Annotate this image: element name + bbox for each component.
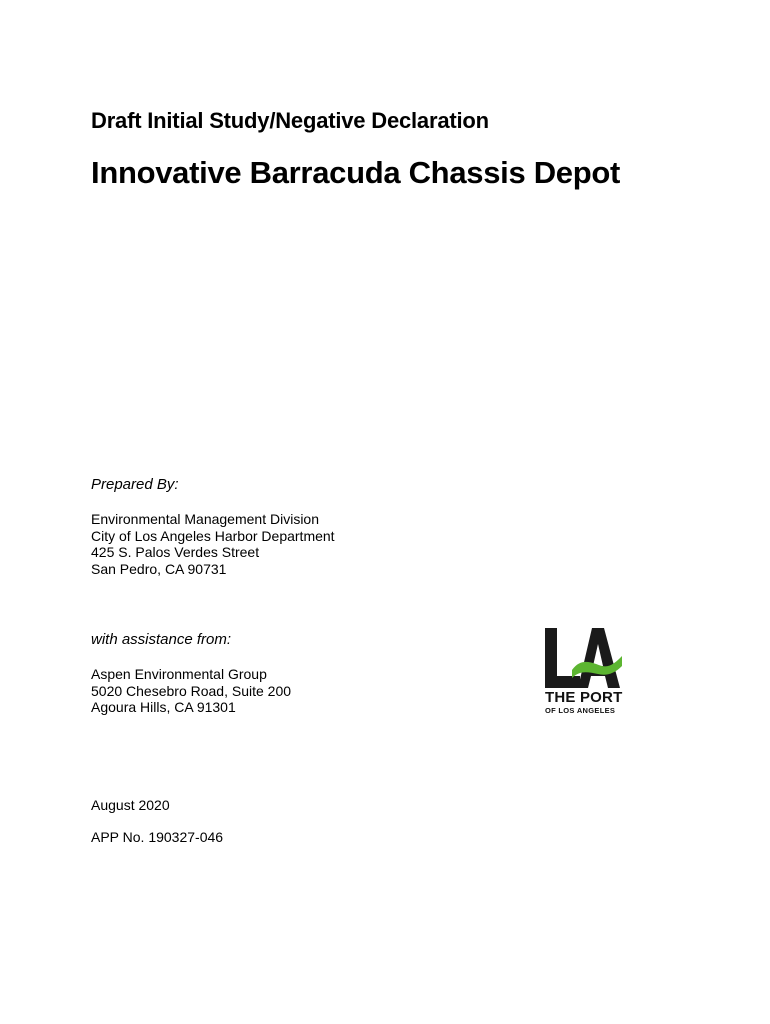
- application-number: APP No. 190327-046: [91, 829, 224, 845]
- logo-text-the-port: THE PORT: [545, 689, 623, 706]
- address-line: San Pedro, CA 90731: [91, 560, 227, 577]
- document-type-heading: Draft Initial Study/Negative Declaration: [91, 108, 489, 133]
- address-line: 425 S. Palos Verdes Street: [91, 544, 260, 561]
- address-line: Aspen Environmental Group: [91, 666, 267, 682]
- logo-letter-a: [578, 628, 620, 688]
- address-line: City of Los Angeles Harbor Department: [91, 527, 335, 544]
- prepared-by-label: Prepared By:: [91, 476, 179, 493]
- logo-letter-l: [545, 628, 580, 688]
- publication-date: August 2020: [91, 797, 170, 813]
- address-line: Agoura Hills, CA 91301: [91, 699, 236, 716]
- project-title: Innovative Barracuda Chassis Depot: [91, 155, 621, 190]
- prepared-by-address: [91, 511, 335, 577]
- assistance-label: with assistance from:: [91, 631, 232, 648]
- address-line: 5020 Chesebro Road, Suite 200: [91, 682, 292, 699]
- logo-text-of-los-angeles: OF LOS ANGELES: [545, 706, 616, 715]
- address-line: Environmental Management Division: [91, 511, 319, 527]
- assistance-address: [91, 666, 291, 716]
